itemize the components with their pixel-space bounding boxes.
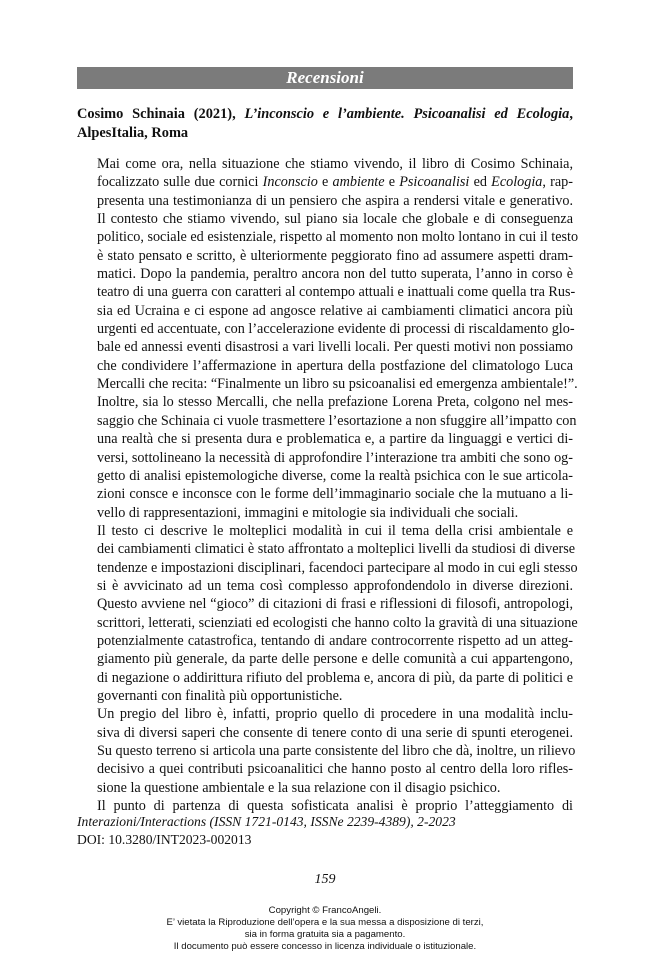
paragraph-line: tendenze e impostazioni disciplinari, facendoci partecipare al modo in cui egli stesso bbox=[97, 559, 578, 576]
paragraph-line: Questo avviene nel “gioco” di citazioni di frasi e riflessioni di filosofi, antropologi, bbox=[97, 596, 573, 613]
paragraph-line: Su questo terreno si articola una parte consistente del libro che dà, inoltre, un rilievo bbox=[97, 743, 576, 759]
paragraph-line: è stato pensato e scritto, è ulteriormente peggiorato fino ad assumere aspetti dram- bbox=[97, 247, 573, 264]
paragraph-line: Un pregio del libro è, infatti, proprio quello di procedere in una modalità inclu- bbox=[97, 706, 573, 723]
paragraph-line: Inoltre, sia lo stesso Mercalli, che nella prefazione Lorena Preta, colgono nel mes- bbox=[97, 394, 573, 411]
review-paragraph bbox=[77, 522, 578, 705]
journal-citation: Interazioni/Interactions (ISSN 1721-0143, ISSNe 2239-4389), 2-2023 bbox=[77, 814, 456, 829]
paragraph-line: decisivo a quei contributi psicoanalitici che hanno posto al centro della loro rifles- bbox=[97, 761, 573, 778]
paragraph-line: Mai come ora, nella situazione che stiamo vivendo, il libro di Cosimo Schinaia, bbox=[97, 156, 573, 172]
paragraph-line: potenzialmente catastrofica, tentando di andare controcorrente rispetto ad un atteg- bbox=[97, 632, 573, 649]
section-title-bar: Recensioni bbox=[77, 67, 573, 89]
copyright-line: sia in forma gratuita sia a pagamento. bbox=[244, 929, 406, 940]
paragraph-line: scrittori, letterati, scienziati ed ecologisti che hanno colto la gravità di una situazione bbox=[97, 614, 578, 631]
review-header bbox=[77, 105, 573, 143]
doi: DOI: 10.3280/INT2023-002013 bbox=[77, 832, 252, 847]
copyright-line: Copyright © FrancoAngeli. bbox=[268, 905, 382, 916]
paragraph-line: dei cambiamenti climatici è stato affrontato a molteplici livelli da studiosi di diverse bbox=[97, 541, 576, 558]
paragraph-line: si è avvicinato ad un tema così complesso approfondendolo in diverse direzioni. bbox=[97, 577, 573, 594]
paragraph-line: teatro di una guerra con caratteri al contempo attuali e inattuali come quella tra Rus- bbox=[97, 284, 576, 301]
review-paragraph bbox=[77, 155, 579, 522]
page-number: 159 bbox=[314, 872, 336, 887]
paragraph-line: sione la questione ambientale e la sua relazione con il disagio psichico. bbox=[97, 779, 501, 796]
paragraph-line: che condividere l’affermazione in apertura della postfazione del climatologo Luca bbox=[97, 357, 573, 374]
paragraph-line: Il contesto che stiamo vivendo, sul piano sia locale che globale e di conseguenza bbox=[97, 211, 573, 228]
paragraph-line: governanti con finalità più opportunistiche. bbox=[97, 687, 343, 704]
paragraph-line: giamento più generale, da parte delle persone e delle comunità a cui appartengono, bbox=[97, 651, 573, 668]
copyright-notice bbox=[0, 905, 650, 953]
paragraph-line: Il testo ci descrive le molteplici modalità in cui il tema della crisi ambientale e bbox=[97, 522, 573, 539]
paragraph-line: di negazione o addirittura rifiuto del problema e, ancora di più, da parte di politici e bbox=[97, 669, 573, 686]
review-publisher: , AlpesItalia, Roma bbox=[77, 106, 573, 141]
paragraph-line: Mercalli che recita: “Finalmente un libro su psicoanalisi ed emergenza ambientale!”. bbox=[97, 376, 578, 393]
paragraph-line: vello di rappresentazioni, immagini e mitologie sia individuali che sociali. bbox=[97, 504, 519, 521]
paragraph-line: zioni consce e inconsce con le forme dell’immaginario sociale che la mutuano a li- bbox=[97, 486, 573, 503]
review-book-title: L’inconscio e l’ambiente. Psicoanalisi ed Ecologia bbox=[244, 106, 570, 122]
paragraph-line: presenta una testimonianza di un pensiero che aspira a rendersi vitale e generativo. bbox=[97, 192, 573, 209]
paragraph-line: urgenti ed accentuate, con l’accelerazione evidente di processi di riscaldamento glo- bbox=[97, 321, 575, 338]
paragraph-line: una realtà che si presenta dura e problematica e, a partire da linguaggi e vertici di- bbox=[97, 431, 573, 448]
paragraph-line: saggio che Schinaia ci vuole trasmettere l’esortazione a non sfuggire all’impatto con bbox=[97, 412, 577, 429]
paragraph-line: politico, sociale ed esistenziale, rispetto al momento non molto lontano in cui il testo bbox=[97, 229, 579, 246]
review-author-year: Cosimo Schinaia (2021), bbox=[77, 106, 245, 122]
paragraph-line: siva di diversi saperi che consente di tenere conto di una serie di spunti eterogenei. bbox=[97, 724, 573, 741]
paragraph-line: focalizzato sulle due cornici Inconscio e ambiente e Psicoanalisi ed Ecologia, rap- bbox=[97, 174, 573, 191]
paragraph-line: getto di analisi epistemologiche diverse, come la realtà psichica con le sue articola- bbox=[97, 467, 573, 484]
paragraph-line: bale ed annessi eventi disastrosi a vari livelli locali. Per questi motivi non possiamo bbox=[97, 339, 573, 356]
copyright-line: E’ vietata la Riproduzione dell’opera e la sua messa a disposizione di terzi, bbox=[166, 917, 484, 928]
paragraph-line: matici. Dopo la pandemia, peraltro ancora non del tutto superata, l’anno in corso è bbox=[97, 266, 573, 283]
paragraph-line: Il punto di partenza di questa sofisticata analisi è proprio l’atteggiamento di bbox=[97, 798, 573, 815]
paragraph-line: sia ed Ucraina e ci espone ad angosce relative ai cambiamenti climatici ancora più bbox=[97, 302, 573, 319]
paragraph-line: versi, sottolineano la necessità di approfondire l’interazione tra ambiti che sono og- bbox=[97, 449, 573, 466]
copyright-line: Il documento può essere concesso in licenza individuale o istituzionale. bbox=[173, 941, 477, 952]
review-paragraph bbox=[77, 705, 576, 797]
review-body bbox=[77, 155, 579, 815]
